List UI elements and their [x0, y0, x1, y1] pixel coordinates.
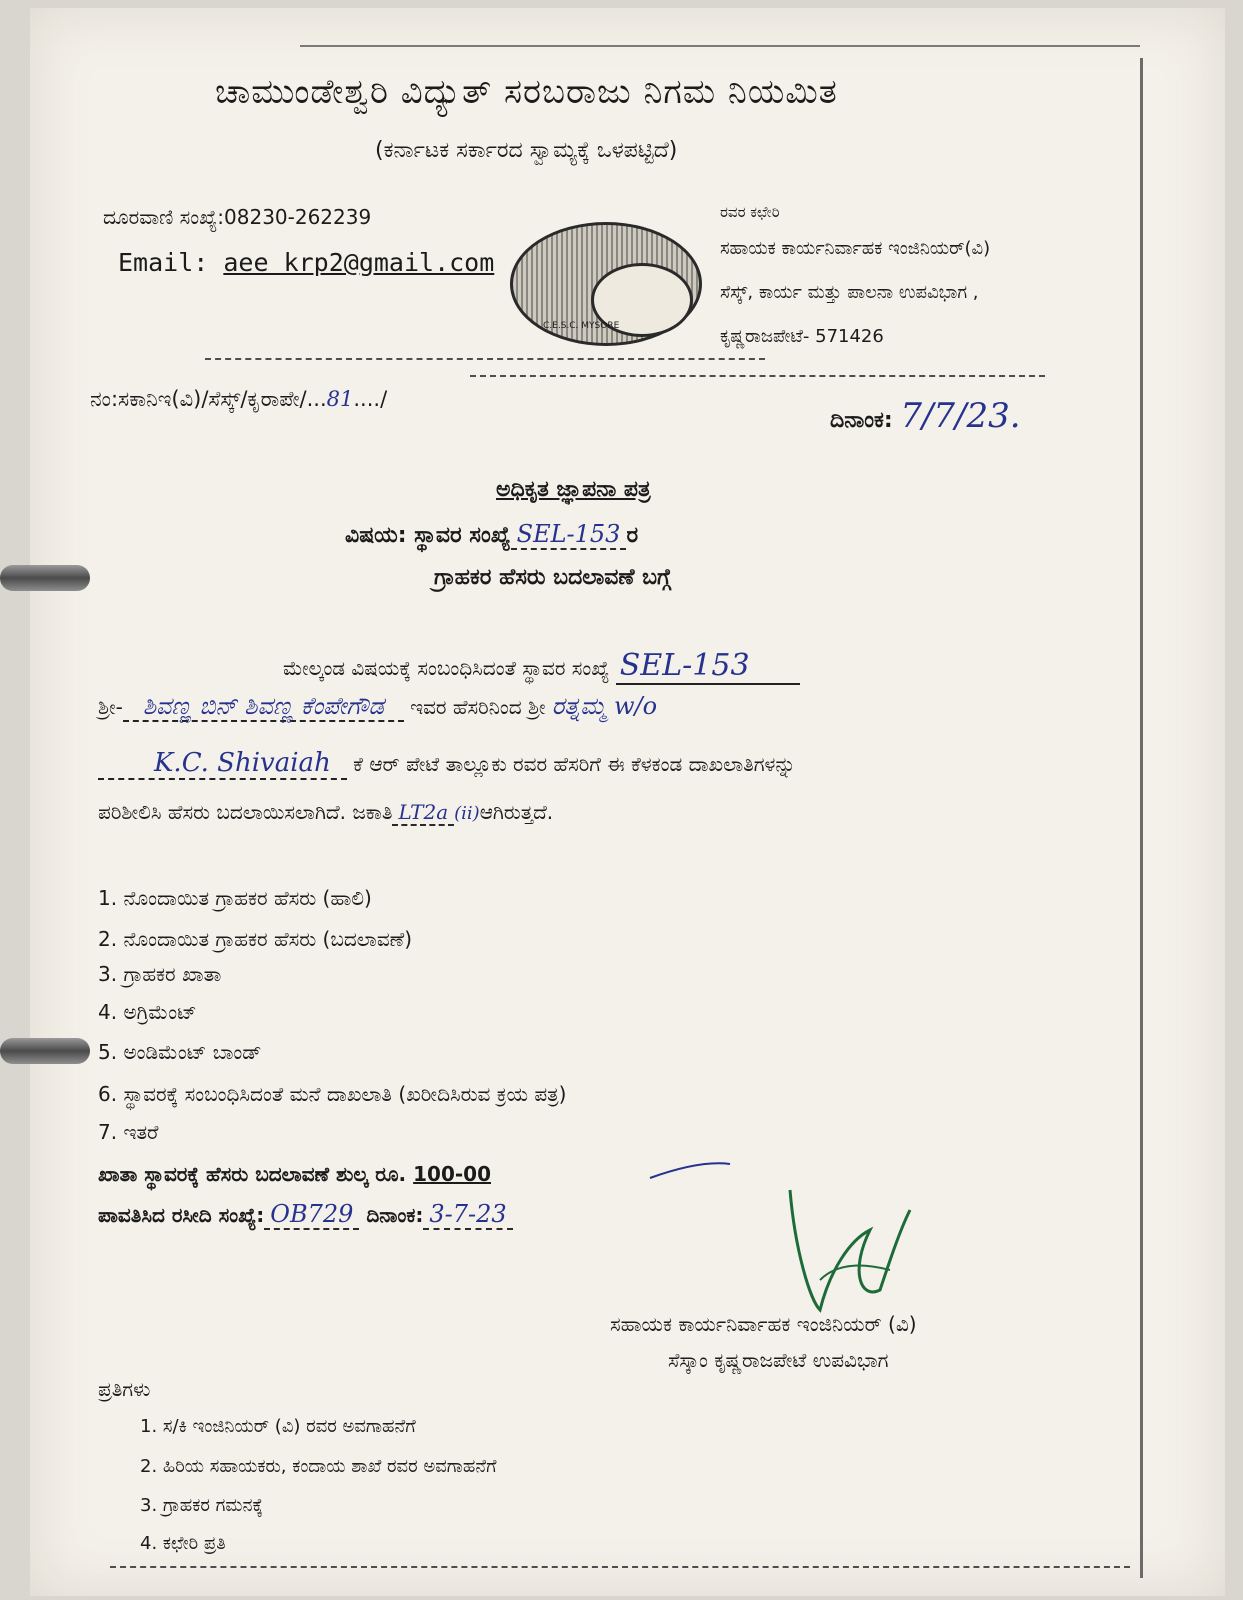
footer-divider [110, 1566, 1130, 1568]
receipt-line [98, 1200, 513, 1228]
receipt-label: ಪಾವತಿಸಿದ ರಸೀದಿ ಸಂಖ್ಯೆ: [98, 1203, 265, 1227]
shri-prefix: ಶ್ರೀ- [98, 695, 123, 719]
reference-value: 81 [326, 387, 354, 411]
header-divider-2 [470, 375, 1045, 377]
signature-mark [620, 1150, 940, 1330]
subject-suffix: ರ [626, 523, 639, 548]
signatory-office: ಸೆಸ್ಕಾಂ ಕೃಷ್ಣರಾಜಪೇಟೆ ಉಪವಿಭಾಗ [668, 1348, 889, 1372]
email-line [118, 248, 494, 277]
doc-item-4: 4. ಅಗ್ರಿಮೆಂಟ್ [98, 1000, 197, 1024]
office-line-4: ಕೃಷ್ಣರಾಜಪೇಟೆ- 571426 [720, 326, 884, 347]
old-consumer-name: ಶಿವಣ್ಣ ಬಿನ್ ಶಿವಣ್ಣ ಕೆಂಪೇಗೌಡ [123, 692, 404, 722]
doc-item-6: 6. ಸ್ಥಾವರಕ್ಕೆ ಸಂಬಂಧಿಸಿದಂತೆ ಮನೆ ದಾಖಲಾತಿ (ಖರೀದಿಸಿರುವ ಕ್ರಯ ಪತ್ರ) [98, 1082, 567, 1106]
header-divider [205, 358, 765, 360]
fee-amount: 100-00 [413, 1162, 491, 1186]
body-text-4: ಪರಿಶೀಲಿಸಿ ಹೆಸರು ಬದಲಾಯಿಸಲಾಗಿದೆ. ಜಕಾತಿ [98, 800, 393, 824]
copy-item-2: 2. ಹಿರಿಯ ಸಹಾಯಕರು, ಕಂದಾಯ ಶಾಖೆ ರವರ ಅವಗಾಹನೆಗೆ [140, 1456, 497, 1477]
email-label: Email: [118, 248, 224, 277]
office-line-2: ಸಹಾಯಕ ಕಾರ್ಯನಿರ್ವಾಹಕ ಇಂಜಿನಿಯರ್(ವಿ) [720, 238, 991, 259]
body-text-5: ಆಗಿರುತ್ತದೆ. [479, 800, 554, 824]
letter-date [830, 396, 1021, 436]
seal-text: C.E.S.C. MYSORE [543, 321, 620, 331]
memo-heading: ಅಧಿಕೃತ ಜ್ಞಾಪನಾ ಪತ್ರ [496, 477, 651, 502]
reference-suffix: ..../ [353, 387, 388, 411]
receipt-number: OB729 [264, 1200, 359, 1230]
copy-item-3: 3. ಗ್ರಾಹಕರ ಗಮನಕ್ಕೆ [140, 1495, 263, 1516]
body-line-2 [98, 692, 657, 720]
copies-heading: ಪ್ರತಿಗಳು [98, 1377, 151, 1401]
installation-no: SEL-153 [616, 648, 800, 685]
body-line-4 [98, 800, 553, 824]
body-text-1: ಮೇಲ್ಕಂಡ ವಿಷಯಕ್ಕೆ ಸಂಬಂಧಿಸಿದಂತೆ ಸ್ಥಾವರ ಸಂಖ್ಯೆ [283, 656, 610, 680]
reference-number [90, 387, 387, 412]
receipt-date-label: ದಿನಾಂಕ: [366, 1203, 424, 1227]
cesc-logo-seal [510, 222, 702, 346]
new-consumer-name-2: K.C. Shivaiah [98, 748, 347, 780]
tariff-suffix: (ii) [454, 803, 480, 824]
office-line-1: ರವರ ಕಛೇರಿ [720, 203, 780, 221]
subject-line [345, 520, 638, 548]
org-title: ಚಾಮುಂಡೇಶ್ವರಿ ವಿದ್ಯುತ್ ಸರಬರಾಜು ನಿಗಮ ನಿಯಮಿತ [215, 72, 838, 112]
phone-number: ದೂರವಾಣಿ ಸಂಖ್ಯೆ:08230-262239 [103, 205, 372, 229]
frame-top-border [300, 45, 1140, 47]
subject-line-2: ಗ್ರಾಹಕರ ಹೆಸರು ಬದಲಾವಣೆ ಬಗ್ಗೆ [434, 565, 672, 590]
office-line-3: ಸೆಸ್ಕ್, ಕಾರ್ಯ ಮತ್ತು ಪಾಲನಾ ಉಪವಿಭಾಗ , [720, 282, 979, 303]
signatory-title: ಸಹಾಯಕ ಕಾರ್ಯನಿರ್ವಾಹಕ ಇಂಜಿನಿಯರ್ (ವಿ) [610, 1312, 917, 1336]
copy-item-4: 4. ಕಛೇರಿ ಪ್ರತಿ [140, 1533, 226, 1554]
doc-item-2: 2. ನೊಂದಾಯಿತ ಗ್ರಾಹಕರ ಹೆಸರು (ಬದಲಾವಣೆ) [98, 927, 413, 951]
subject-installation-no: SEL-153 [511, 520, 627, 550]
body-text-2: ಇವರ ಹೆಸರಿನಿಂದ ಶ್ರೀ [410, 695, 546, 719]
tariff-value: LT2a [392, 800, 454, 826]
body-line-3 [98, 748, 796, 778]
doc-item-7: 7. ಇತರೆ [98, 1120, 159, 1144]
date-value: 7/7/23. [900, 396, 1021, 436]
receipt-date: 3-7-23 [423, 1200, 512, 1230]
binder-ring-top [0, 565, 90, 591]
org-subtitle: (ಕರ್ನಾಟಕ ಸರ್ಕಾರದ ಸ್ವಾಮ್ಯಕ್ಕೆ ಒಳಪಟ್ಟಿದೆ) [375, 138, 678, 163]
doc-item-1: 1. ನೊಂದಾಯಿತ ಗ್ರಾಹಕರ ಹೆಸರು (ಹಾಲಿ) [98, 886, 372, 910]
body-text-3: ಕೆ ಆರ್ ಪೇಟೆ ತಾಲ್ಲೂಕು ರವರ ಹೆಸರಿಗೆ ಈ ಕೆಳಕಂಡ ದಾಖಲಾತಿಗಳನ್ನು [353, 752, 796, 776]
reference-label: ನಂ:ಸಕಾನಿಇ(ವಿ)/ಸೆಸ್ಕ್/ಕೃರಾಪೇ/... [90, 387, 327, 411]
frame-right-border [1140, 58, 1143, 1578]
fee-label: ಖಾತಾ ಸ್ಥಾವರಕ್ಕೆ ಹೆಸರು ಬದಲಾವಣೆ ಶುಲ್ಕ ರೂ. [98, 1162, 414, 1186]
new-consumer-name: ರತ್ನಮ್ಮ w/o [551, 692, 658, 720]
copy-item-1: 1. ಸ/ಕಿ ಇಂಜಿನಿಯರ್ (ವಿ) ರವರ ಅವಗಾಹನೆಗೆ [140, 1416, 416, 1437]
email-address: aee krp2@gmail.com [223, 248, 495, 277]
subject-label: ವಿಷಯ: ಸ್ಥಾವರ ಸಂಖ್ಯೆ [345, 523, 511, 548]
fee-line [98, 1162, 491, 1186]
binder-ring-bottom [0, 1038, 90, 1064]
body-line-1 [283, 648, 800, 683]
doc-item-3: 3. ಗ್ರಾಹಕರ ಖಾತಾ [98, 962, 222, 986]
date-label: ದಿನಾಂಕ: [830, 408, 901, 433]
doc-item-5: 5. ಅಂಡಿಮೆಂಟ್ ಬಾಂಡ್ [98, 1040, 262, 1064]
